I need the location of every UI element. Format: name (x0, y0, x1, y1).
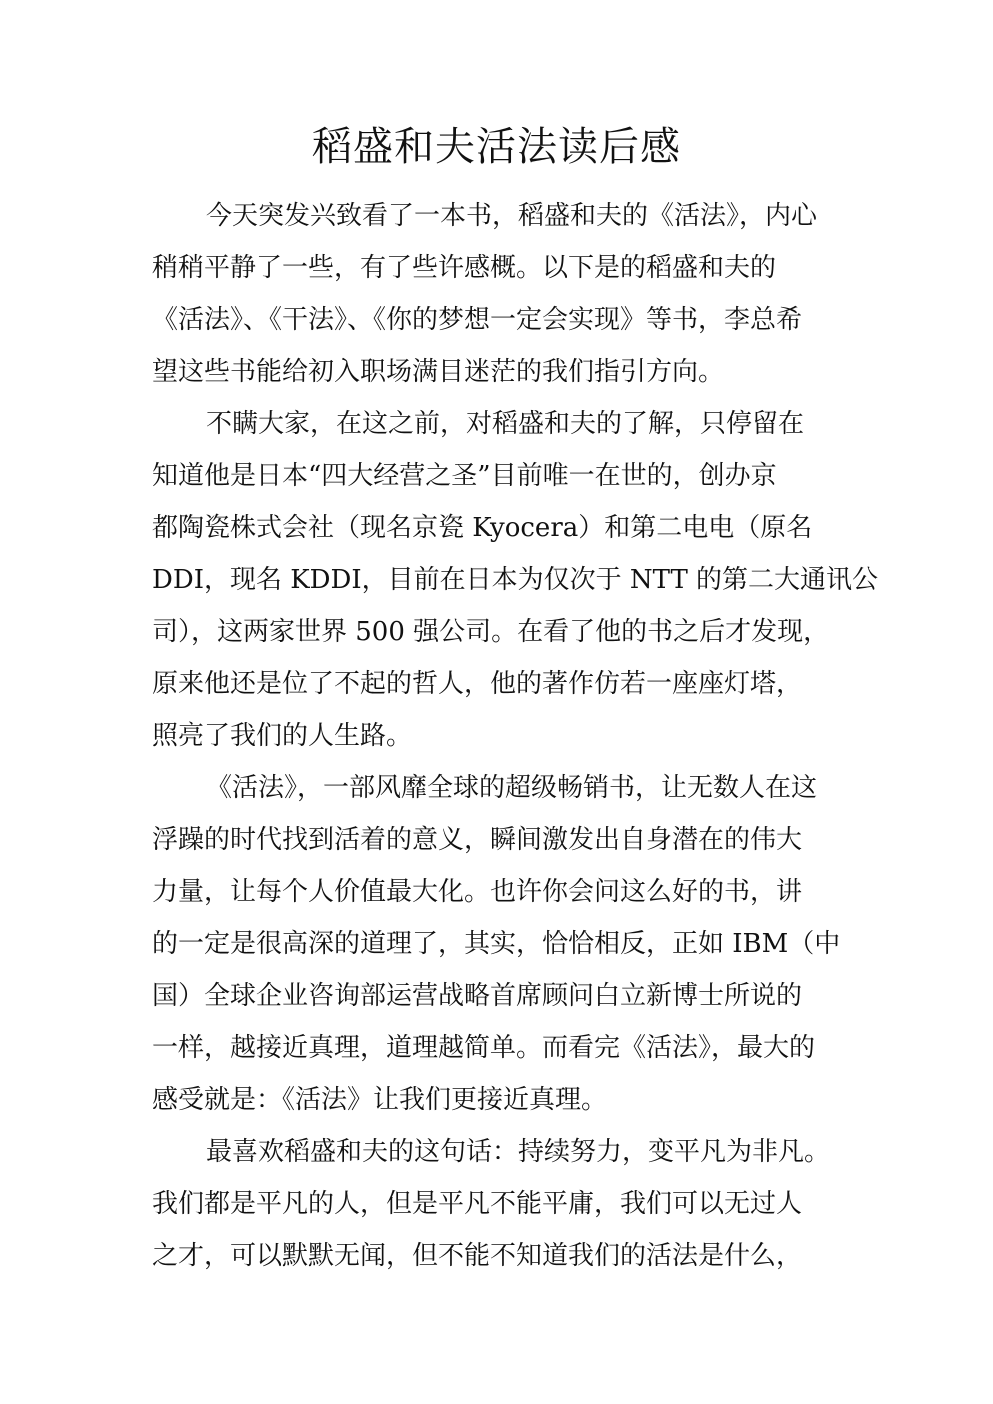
text-line: 之才，可以默默无闻，但不能不知道我们的活法是什么， (152, 1241, 803, 1271)
text-line: 力量，让每个人价值最大化。也许你会问这么好的书，讲 (152, 877, 803, 907)
text-line: 知道他是日本“四大经营之圣”目前唯一在世的，创办京 (152, 461, 777, 491)
text-line: 都陶瓷株式会社（现名京瓷 Kyocera）和第二电电（原名 (152, 513, 813, 543)
text-line: 照亮了我们的人生路。 (152, 721, 413, 751)
paragraph (152, 1126, 842, 1282)
text-line: 今天突发兴致看了一本书，稻盛和夫的《活法》，内心 (206, 201, 818, 231)
paragraph (152, 398, 879, 762)
text-line: 原来他还是位了不起的哲人，他的著作仿若一座座灯塔， (152, 669, 803, 699)
document-body (152, 190, 879, 1282)
text-line: 《活法》、《干法》、《你的梦想一定会实现》等书，李总希 (152, 305, 803, 335)
paragraph (152, 762, 842, 1126)
paragraph (152, 190, 842, 398)
text-line: 一样，越接近真理，道理越简单。而看完《活法》，最大的 (152, 1033, 816, 1063)
text-line: 的一定是很高深的道理了，其实，恰恰相反，正如 IBM（中 (152, 929, 841, 959)
text-line: 《活法》，一部风靡全球的超级畅销书，让无数人在这 (206, 773, 818, 803)
text-line: 最喜欢稻盛和夫的这句话：持续努力，变平凡为非凡。 (206, 1137, 831, 1167)
text-line: 我们都是平凡的人，但是平凡不能平庸，我们可以无过人 (152, 1189, 803, 1219)
text-line: 司），这两家世界 500 强公司。在看了他的书之后才发现， (152, 617, 830, 647)
text-line: 稍稍平静了一些，有了些许感概。以下是的稻盛和夫的 (152, 253, 777, 283)
document-title: 稻盛和夫活法读后感 (312, 124, 681, 170)
text-line: 国）全球企业咨询部运营战略首席顾问白立新博士所说的 (152, 981, 803, 1011)
text-line: 浮躁的时代找到活着的意义，瞬间激发出自身潜在的伟大 (152, 825, 803, 855)
text-line: DDI，现名 KDDI，目前在日本为仅次于 NTT 的第二大通讯公 (152, 565, 879, 595)
text-line: 望这些书能给初入职场满目迷茫的我们指引方向。 (152, 357, 725, 387)
text-line: 感受就是：《活法》让我们更接近真理。 (152, 1085, 608, 1115)
text-line: 不瞒大家，在这之前，对稻盛和夫的了解，只停留在 (206, 409, 805, 439)
